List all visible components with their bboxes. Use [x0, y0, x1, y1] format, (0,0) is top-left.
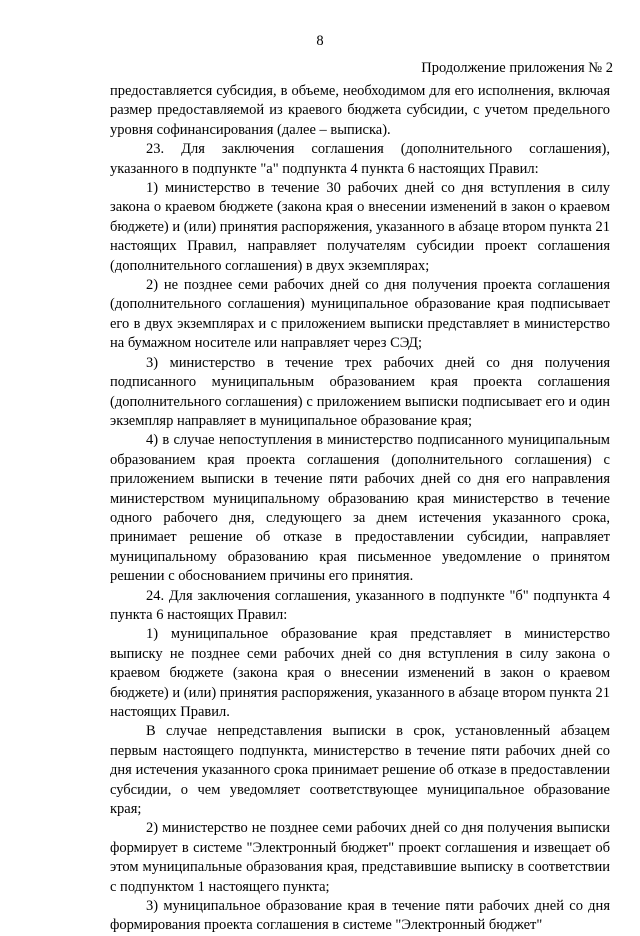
paragraph: 2) не позднее семи рабочих дней со дня получения проекта соглашения (дополнительного соглашения) муниципальное образование края подписывает его в двух экземплярах и с приложением выписки представляет в министерство на бумажном носителе или направляет через СЭД;	[110, 277, 610, 352]
paragraph: 2) министерство не позднее семи рабочих дней со дня получения выписки формирует в системе "Электронный бюджет" проект соглашения и извещает об этом муниципальные образования края, представившие выписку в соответствии с подпунктом 1 настоящего пункта;	[110, 820, 610, 895]
paragraph-clause-23: 23. Для заключения соглашения (дополнительного соглашения), указанного в подпункте "а" подпункта 4 пункта 6 настоящих Правил:	[110, 141, 610, 177]
document-body	[110, 82, 610, 936]
paragraph: 4) в случае непоступления в министерство подписанного муниципальным образованием края проекта соглашения (дополнительного соглашения) с приложением выписки в течение пяти рабочих дней со дня его направления министерством муниципальному образованию края министерство в течение одного рабочего дня, следующего за днем истечения указанного срока, принимает решение об отказе в предоставлении субсидии, направляет муниципальному образованию края письменное уведомление о принятом решении с обоснованием причины его принятия.	[110, 432, 610, 585]
paragraph: 3) министерство в течение трех рабочих дней со дня получения подписанного муниципальным образованием края проекта соглашения (дополнительного соглашения) с приложением выписки подписывает его и один экземпляр направляет в муниципальное образование края;	[110, 354, 610, 429]
paragraph: 1) муниципальное образование края представляет в министерство выписку не позднее семи рабочих дней со дня вступления в силу закона о краевом бюджете (закона края о внесении изменений в закон о краевом бюджете) и (или) принятия распоряжения, указанного в абзаце втором пункта 21 настоящих Правил.	[110, 626, 610, 720]
paragraph: В случае непредставления выписки в срок, установленный абзацем первым настоящего подпункта, министерство в течение пяти рабочих дней со дня истечения указанного срока принимает решение об отказе в предоставлении субсидии, о чем уведомляет соответствующее муниципальное образование края;	[110, 723, 610, 818]
page-number: 8	[316, 33, 324, 49]
paragraph: предоставляется субсидия, в объеме, необходимом для его исполнения, включая размер предоставляемой из краевого бюджета субсидии, с учетом предельного уровня софинансирования (далее – выписка).	[110, 83, 610, 138]
paragraph: 1) министерство в течение 30 рабочих дней со дня вступления в силу закона о краевом бюджете (закона края о внесении изменений в закон о краевом бюджете) и (или) принятия распоряжения, указанного в абзаце втором пункта 21 настоящих Правил, направляет получателям субсидии проект соглашения (дополнительного соглашения) в двух экземплярах;	[110, 180, 610, 274]
appendix-continuation-header: Продолжение приложения № 2	[421, 60, 613, 76]
paragraph-clause-24: 24. Для заключения соглашения, указанного в подпункте "б" подпункта 4 пункта 6 настоящих Правил:	[110, 587, 610, 623]
paragraph: 3) муниципальное образование края в течение пяти рабочих дней со дня формирования проекта соглашения в системе "Электронный бюджет"	[110, 898, 610, 934]
